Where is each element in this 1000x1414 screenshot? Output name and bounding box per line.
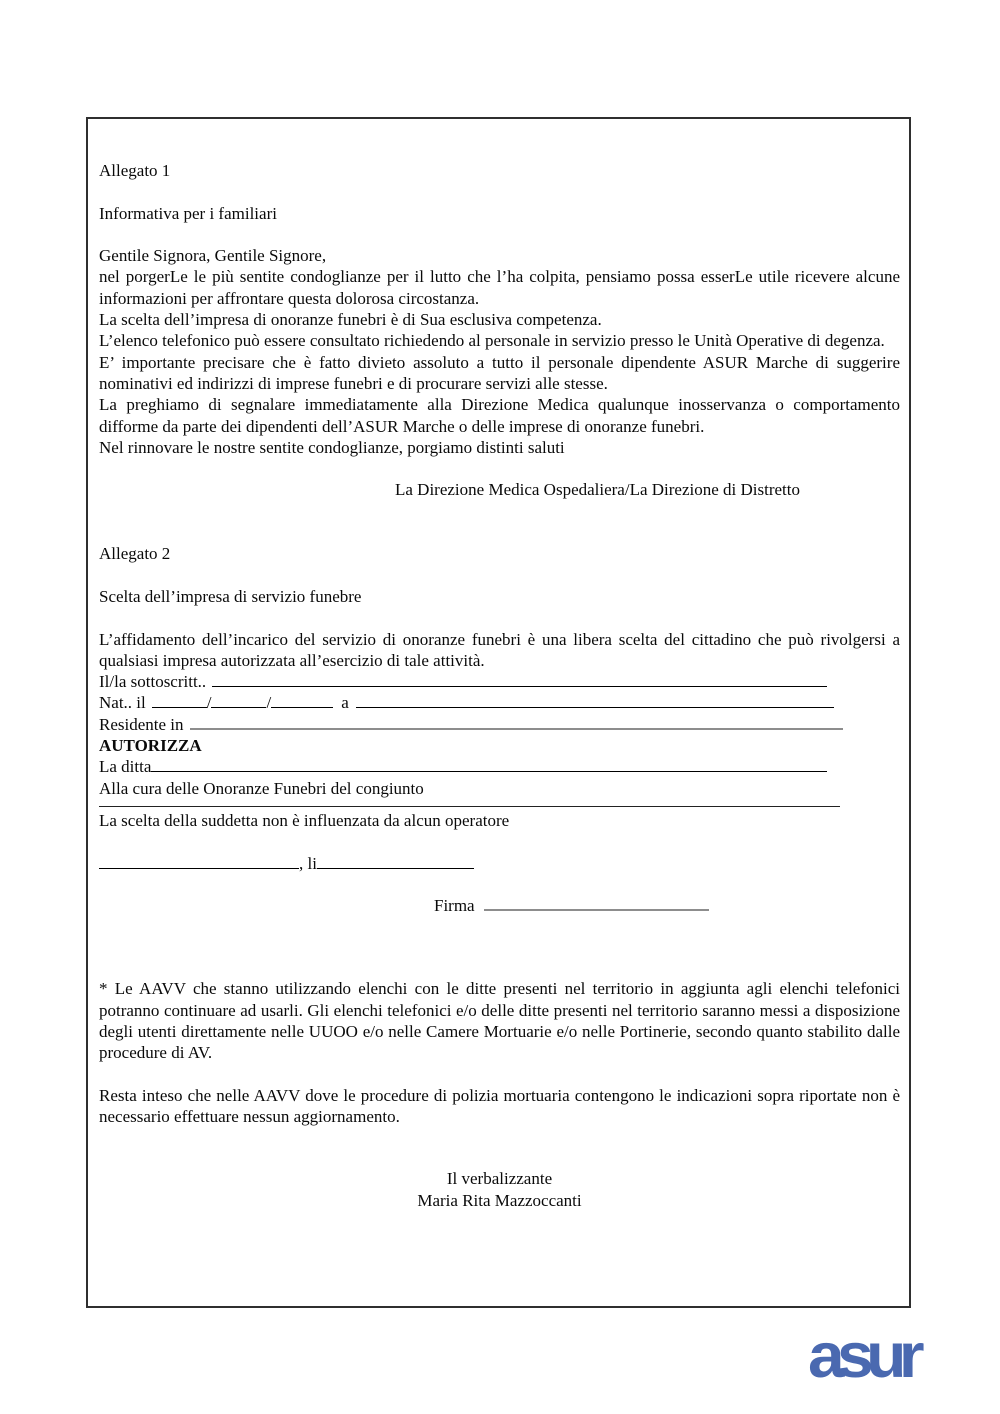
- salutation-line: Gentile Signora, Gentile Signore,: [99, 246, 327, 266]
- body-paragraph: E’ importante precisare che è fatto divieto assoluto a tutto il personale dipendente ASUR Marche di suggerire nominativi ed indirizzi di imprese funebri e di procurare servizi alle stesse.: [99, 352, 900, 393]
- nato-place-label: a: [341, 693, 349, 713]
- birth-year-blank-line: [271, 707, 333, 708]
- footnote-paragraph: * Le AAVV che stanno utilizzando elenchi con le ditte presenti nel territorio in aggiunta agli elenchi telefonici potranno continuare ad usarli. Gli elenchi telefonici e/o delle ditte presenti nel territorio saranno messi a disposizione degli utenti direttamente nelle UUOO e/o nelle Camere Mortuarie e/o nelle Portinerie, secondo quanto stabilito dalle procedure di AV.: [99, 979, 900, 1063]
- cura-label: Alla cura delle Onoranze Funebri del congiunto: [99, 778, 424, 798]
- form-row-nato: [99, 692, 900, 713]
- sottoscritto-label: Il/la sottoscritt..: [99, 672, 207, 692]
- date-separator: /: [206, 693, 212, 713]
- firma-label: Firma: [434, 896, 475, 916]
- autorizza-heading: AUTORIZZA: [99, 736, 202, 756]
- allegato2-subheading: Scelta dell’impresa di servizio funebre: [99, 586, 362, 606]
- form-row-place-date: [99, 853, 900, 874]
- form-row-ditta: [99, 756, 900, 777]
- ditta-label: La ditta: [99, 757, 152, 777]
- verbalizzante-name: Maria Rita Mazzoccanti: [417, 1190, 582, 1210]
- date-blank-line: [317, 868, 474, 869]
- deceased-name-blank-line: [99, 806, 840, 807]
- signature-blank-line: [484, 909, 709, 911]
- company-blank-line: [151, 771, 827, 772]
- body-paragraph: nel porgerLe le più sentite condoglianze per il lutto che l’ha colpita, pensiamo possa esserLe utile ricevere alcune informazioni per affrontare questa dolorosa circostanza.: [99, 267, 900, 308]
- birth-month-blank-line: [211, 707, 266, 708]
- allegato1-body: [99, 245, 900, 458]
- place-blank-line: [99, 868, 299, 869]
- body-paragraph: Nel rinnovare le nostre sentite condoglianze, porgiamo distinti saluti: [99, 437, 565, 457]
- allegato1-heading: Allegato 1: [99, 161, 171, 180]
- direzione-signoff: La Direzione Medica Ospedaliera/La Direzione di Distretto: [395, 480, 800, 500]
- li-label: , li: [299, 853, 317, 873]
- birth-day-blank-line: [152, 707, 207, 708]
- body-paragraph: La scelta dell’impresa di onoranze funebri è di Sua esclusiva competenza.: [99, 310, 602, 330]
- date-separator: /: [266, 693, 272, 713]
- residence-blank-line: [190, 728, 843, 730]
- footnote-paragraph: Resta inteso che nelle AAVV dove le procedure di polizia mortuaria contengono le indicazioni sopra riportate non è necessario effettuare nessun aggiornamento.: [99, 1085, 900, 1127]
- no-influence-statement: La scelta della suddetta non è influenzata da alcun operatore: [99, 810, 510, 830]
- form-row-firma: [99, 895, 900, 916]
- allegato2-heading: Allegato 2: [99, 544, 171, 564]
- body-paragraph: L’elenco telefonico può essere consultato richiedendo al personale in servizio presso le Unità Operative di degenza.: [99, 331, 885, 351]
- residente-label: Residente in: [99, 714, 184, 734]
- asur-logo: asur: [807, 1319, 917, 1391]
- allegato2-intro: L’affidamento dell’incarico del servizio di onoranze funebri è una libera scelta del cittadino che può rivolgersi a qualsiasi impresa autorizzata all’esercizio di tale attività.: [99, 629, 900, 670]
- nato-label: Nat.. il: [99, 693, 146, 713]
- form-row-sottoscritto: [99, 671, 900, 692]
- body-paragraph: La preghiamo di segnalare immediatamente alla Direzione Medica qualunque inosservanza o comportamento difforme da parte dei dipendenti dell’ASUR Marche o delle imprese di onoranze funebri.: [99, 395, 900, 436]
- form-row-residente: [99, 714, 900, 735]
- birth-place-blank-line: [356, 707, 834, 708]
- document-page: [86, 117, 911, 1308]
- sottoscritto-blank-line: [212, 686, 827, 687]
- verbalizzante-role: Il verbalizzante: [446, 1169, 553, 1189]
- allegato1-subheading: Informativa per i familiari: [99, 203, 277, 223]
